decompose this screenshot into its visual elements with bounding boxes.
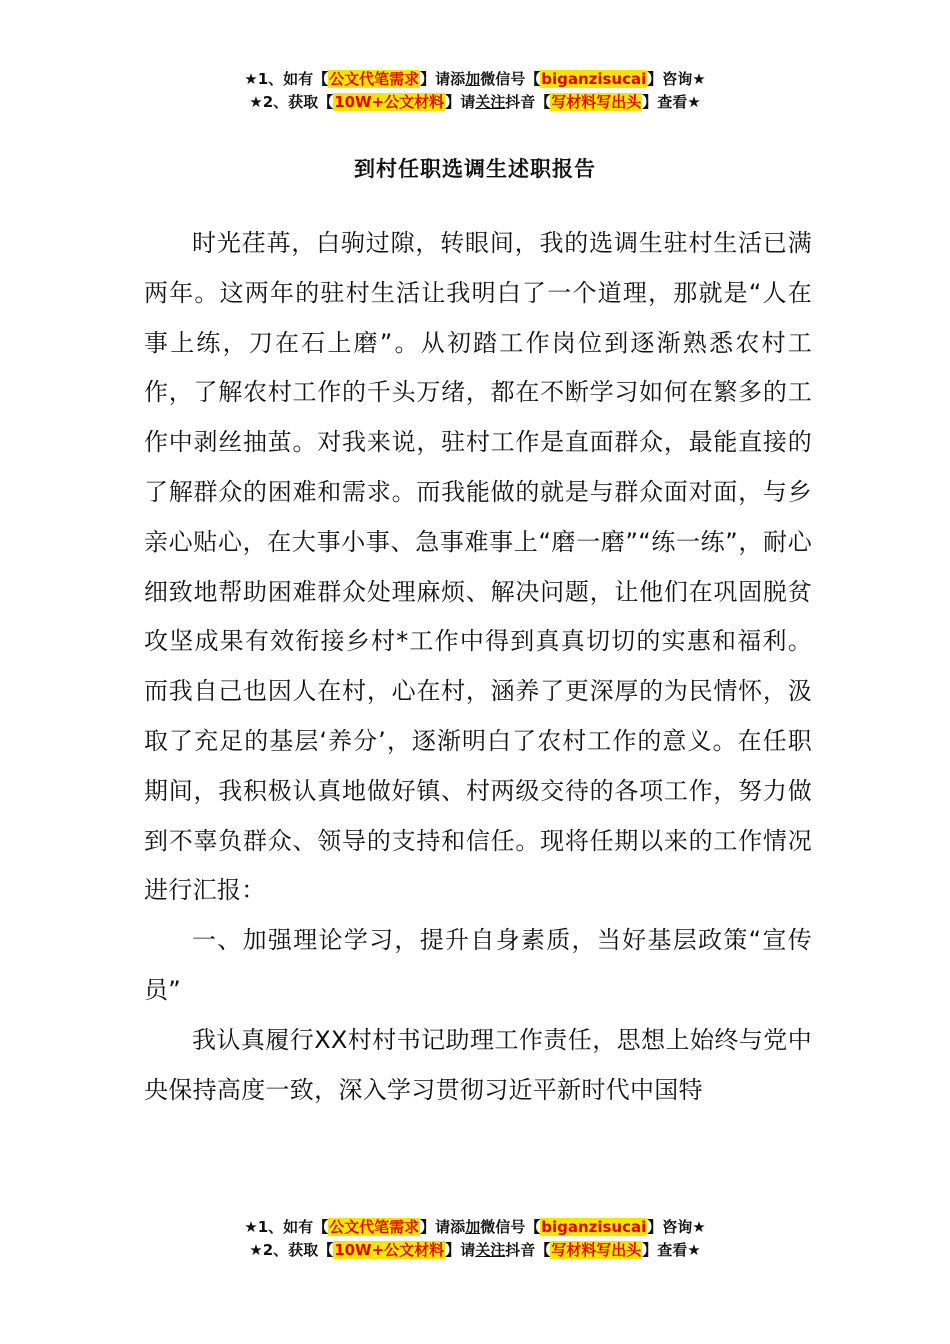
promo-text: 抖音【 bbox=[505, 1241, 551, 1259]
promo-text: ★1、如有【 bbox=[244, 70, 329, 88]
promo-text-underlined: 关注 bbox=[475, 93, 506, 111]
promo-highlight: biganzisucai bbox=[541, 70, 647, 88]
header-promo-banner bbox=[0, 68, 950, 114]
promo-text-underlined: 关注 bbox=[475, 1241, 506, 1259]
footer-promo-banner bbox=[0, 1216, 950, 1262]
promo-highlight: 公文代笔需求 bbox=[329, 1218, 420, 1236]
promo-text: 微信号【 bbox=[480, 70, 541, 88]
promo-text: 】咨询★ bbox=[647, 1218, 706, 1236]
promo-text: 】查看★ bbox=[642, 93, 701, 111]
promo-text: ★2、获取【 bbox=[249, 1241, 334, 1259]
section-heading-1: 一、加强理论学习，提升自身素质，当好基层政策“宣传员” bbox=[144, 926, 812, 1004]
promo-text: 】请 bbox=[445, 93, 476, 111]
promo-highlight: 写材料写出头 bbox=[551, 93, 642, 111]
promo-highlight: 10W+公文材料 bbox=[334, 93, 445, 111]
promo-highlight: 10W+公文材料 bbox=[334, 1241, 445, 1259]
promo-text: 】请 bbox=[445, 1241, 476, 1259]
promo-highlight: 写材料写出头 bbox=[551, 1241, 642, 1259]
promo-text: 】查看★ bbox=[642, 1241, 701, 1259]
promo-text: ★2、获取【 bbox=[249, 93, 334, 111]
promo-text: 微信号【 bbox=[480, 1218, 541, 1236]
paragraph-section-1: 我认真履行XX村村书记助理工作责任，思想上始终与党中央保持高度一致，深入学习贯彻习近平新时代中国特 bbox=[144, 1025, 812, 1104]
promo-line-1 bbox=[0, 1216, 950, 1239]
promo-text: 抖音【 bbox=[505, 93, 551, 111]
document-body bbox=[144, 219, 812, 1115]
promo-text-underlined: 加 bbox=[465, 70, 481, 88]
promo-text-underlined: 加 bbox=[465, 1218, 481, 1236]
promo-line-1 bbox=[0, 68, 950, 91]
promo-highlight: biganzisucai bbox=[541, 1218, 647, 1236]
promo-line-2 bbox=[0, 1239, 950, 1262]
promo-text: 】咨询★ bbox=[647, 70, 706, 88]
promo-text: 】请添 bbox=[420, 70, 466, 88]
document-title: 到村任职选调生述职报告 bbox=[354, 157, 596, 181]
promo-highlight: 公文代笔需求 bbox=[329, 70, 420, 88]
promo-text: ★1、如有【 bbox=[244, 1218, 329, 1236]
paragraph-intro: 时光荏苒，白驹过隙，转眼间，我的选调生驻村生活已满两年。这两年的驻村生活让我明白了一个道理，那就是“人在事上练，刀在石上磨”。从初踏工作岗位到逐渐熟悉农村工作，了解农村工作的千头万绪，都在不断学习如何在繁多的工作中剥丝抽茧。对我来说，驻村工作是直面群众，最能直接的了解群众的困难和需求。而我能做的就是与群众面对面，与乡亲心贴心，在大事小事、急事难事上“磨一磨”“练一练”，耐心细致地帮助困难群众处理麻烦、解决问题，让他们在巩固脱贫攻坚成果有效衔接乡村*工作中得到真真切切的实惠和福利。而我自己也因人在村，心在村，涵养了更深厚的为民情怀，汲取了充足的基层‘养分’，逐渐明白了农村工作的意义。在任职期间，我积极认真地做好镇、村两级交待的各项工作，努力做到不辜负群众、领导的支持和信任。现将任期以来的工作情况进行汇报： bbox=[144, 229, 812, 905]
promo-line-2 bbox=[0, 91, 950, 114]
promo-text: 】请添 bbox=[420, 1218, 466, 1236]
